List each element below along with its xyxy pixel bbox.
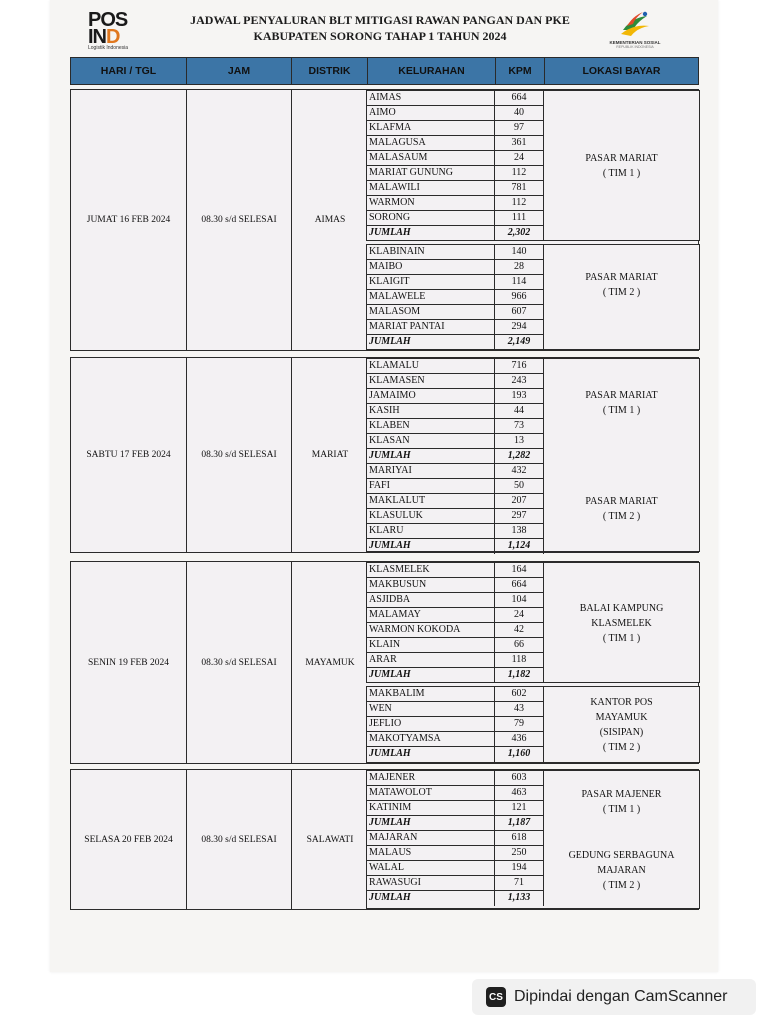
lokasi-line: PASAR MAJENER [581,789,662,800]
total-row [367,226,544,241]
total-label: JUMLAH [367,335,495,350]
table-row [367,831,544,846]
kelurahan: MALAMAY [367,608,495,622]
kelurahan: KLAIGIT [367,275,495,289]
title-line-2: KABUPATEN SORONG TAHAP 1 TAHUN 2024 [253,29,507,43]
day-district: SALAWATI [306,834,354,845]
kelurahan: MALASAUM [367,151,495,165]
kelurahan: ASJIDBA [367,593,495,607]
table-row [367,578,544,593]
col-kelurahan: KELURAHAN [368,58,496,84]
table-row [367,211,544,226]
lokasi-bayar [544,245,699,325]
lokasi-line: (SISIPAN) [599,727,644,738]
kelurahan: AIMAS [367,91,495,105]
kpm: 194 [495,861,544,875]
lokasi-line: ( TIM 1 ) [602,405,641,416]
kelurahan-list [367,771,544,906]
kpm: 463 [495,786,544,800]
total-label: JUMLAH [367,226,495,241]
kpm: 297 [495,509,544,523]
kelurahan: AIMO [367,106,495,120]
day-block-jumat [70,89,699,351]
kelurahan: MAKLALUT [367,494,495,508]
posind-logo [88,9,144,54]
kpm: 111 [495,211,544,225]
table-row [367,563,544,578]
lokasi-line: ( TIM 2 ) [602,511,641,522]
lokasi-line: BALAI KAMPUNG [579,602,664,614]
col-hari: HARI / TGL [71,58,187,84]
kpm: 121 [495,801,544,815]
kpm: 164 [495,563,544,577]
table-row [367,653,544,668]
table-row [367,494,544,509]
col-jam: JAM [187,58,292,84]
table-row [367,687,544,702]
table-row [367,166,544,181]
kelurahan: MARIAT GUNUNG [367,166,495,180]
table-row [367,509,544,524]
kpm: 42 [495,623,544,637]
lokasi-line: ( TIM 1 ) [602,632,641,644]
table-row [367,623,544,638]
kpm: 618 [495,831,544,845]
kpm: 71 [495,876,544,890]
total-value: 1,160 [495,747,544,762]
lokasi-line: PASAR MARIAT [585,496,658,507]
group-tim-1 [366,562,700,683]
kpm: 97 [495,121,544,135]
kpm: 966 [495,290,544,304]
kelurahan: WARMON KOKODA [367,623,495,637]
kelurahan: KLAIN [367,638,495,652]
table-row [367,861,544,876]
lokasi-bayar-tim-1 [544,373,699,433]
lokasi-line: ( TIM 2 ) [602,879,641,891]
camscanner-text: Dipindai dengan CamScanner [514,988,728,1005]
table-row [367,702,544,717]
kpm: 294 [495,320,544,334]
lokasi-bayar-tim-2 [544,479,699,539]
table-row [367,524,544,539]
lokasi-line: GEDUNG SERBAGUNA [568,849,675,861]
total-row [367,668,544,683]
table-header [70,57,699,85]
kpm: 603 [495,771,544,785]
table-row [367,786,544,801]
kelurahan-list [367,563,544,683]
kelurahan: KLABEN [367,419,495,433]
table-row [367,359,544,374]
kelurahan-list [367,245,544,350]
total-label: JUMLAH [367,449,495,463]
lokasi-bayar-tim-1 [544,779,699,825]
kpm: 24 [495,151,544,165]
camscanner-badge [472,979,756,1015]
total-label: JUMLAH [367,816,495,830]
kpm: 602 [495,687,544,701]
kelurahan: WEN [367,702,495,716]
day-block-sabtu [70,357,699,553]
kelurahan: MALAUS [367,846,495,860]
group-tim-2 [366,244,700,350]
kelurahan: MALASOM [367,305,495,319]
table-row [367,290,544,305]
kpm: 73 [495,419,544,433]
kpm: 66 [495,638,544,652]
kpm: 43 [495,702,544,716]
camscanner-icon: CS [486,987,506,1007]
total-row [367,335,544,350]
kelurahan: MAJENER [367,771,495,785]
table-row [367,732,544,747]
kelurahan: KLAMALU [367,359,495,373]
table-row [367,801,544,816]
kelurahan: MALAGUSA [367,136,495,150]
kelurahan: FAFI [367,479,495,493]
kpm: 781 [495,181,544,195]
day-date: SENIN 19 FEB 2024 [71,562,187,763]
kelurahan: WARMON [367,196,495,210]
kelurahan: MALAWELE [367,290,495,304]
kelurahan: MAIBO [367,260,495,274]
kelurahan: SORONG [367,211,495,225]
kelurahan: JEFLIO [367,717,495,731]
table-row [367,389,544,404]
kemensos-emblem-icon [617,10,653,40]
total-label: JUMLAH [367,747,495,762]
group-combined [366,358,700,552]
lokasi-line: ( TIM 2 ) [602,742,641,753]
kpm: 193 [495,389,544,403]
table-row [367,434,544,449]
day-time: 08.30 s/d SELESAI [187,562,292,763]
kpm: 118 [495,653,544,667]
table-row [367,305,544,320]
total-value: 1,133 [495,891,544,906]
table-row [367,106,544,121]
lokasi-line: PASAR MARIAT [585,272,658,283]
kpm: 716 [495,359,544,373]
total-label: JUMLAH [367,891,495,906]
posind-logo-in: IN [88,26,106,48]
lokasi-line: KANTOR POS [590,697,653,708]
kelurahan: KASIH [367,404,495,418]
kelurahan-list [367,687,544,762]
day-time: 08.30 s/d SELESAI [187,90,292,350]
table-row [367,771,544,786]
kelurahan: JAMAIMO [367,389,495,403]
kpm: 243 [495,374,544,388]
table-row [367,404,544,419]
kpm: 112 [495,166,544,180]
day-district: MARIAT [311,450,349,460]
kelurahan: MAKOTYAMSA [367,732,495,746]
day-block-senin [70,561,699,764]
table-row [367,876,544,891]
total-label: JUMLAH [367,668,495,683]
kelurahan-list [367,359,544,554]
kpm: 250 [495,846,544,860]
kemensos-line2: REPUBLIK INDONESIA [616,45,654,49]
lokasi-line: ( TIM 1 ) [602,168,641,179]
total-row [367,539,544,554]
lokasi-bayar [544,563,699,683]
table-row [367,181,544,196]
kelurahan: KLABINAIN [367,245,495,259]
kpm: 361 [495,136,544,150]
kpm: 432 [495,464,544,478]
kpm: 664 [495,91,544,105]
table-row [367,320,544,335]
total-row [367,449,544,464]
kpm: 13 [495,434,544,448]
kelurahan: MARIAT PANTAI [367,320,495,334]
table-row [367,479,544,494]
lokasi-line: KLASMELEK [591,617,652,629]
posind-logo-tagline: Logistik Indonesia [88,45,129,51]
kelurahan: KLARU [367,524,495,538]
lokasi-bayar [544,687,699,763]
day-district: MAYAMUK [305,657,355,668]
kelurahan: KLASMELEK [367,563,495,577]
day-time: 08.30 s/d SELESAI [187,770,292,909]
kelurahan: RAWASUGI [367,876,495,890]
day-date: JUMAT 16 FEB 2024 [71,90,187,350]
kelurahan: MARIYAI [367,464,495,478]
table-row [367,846,544,861]
kpm: 104 [495,593,544,607]
col-distrik: DISTRIK [292,58,368,84]
total-value: 1,282 [495,449,544,463]
kemensos-logo [600,10,670,56]
table-row [367,638,544,653]
kelurahan: KLAFMA [367,121,495,135]
kpm: 79 [495,717,544,731]
document-title [160,12,600,44]
table-row [367,374,544,389]
total-value: 1,182 [495,668,544,683]
day-date: SABTU 17 FEB 2024 [71,358,187,552]
day-district: AIMAS [314,215,346,225]
group-combined [366,770,700,909]
table-row [367,121,544,136]
total-value: 1,124 [495,539,544,554]
total-row [367,747,544,762]
day-time: 08.30 s/d SELESAI [187,358,292,552]
kelurahan: MAKBUSUN [367,578,495,592]
total-row [367,816,544,831]
kpm: 40 [495,106,544,120]
kpm: 664 [495,578,544,592]
lokasi-bayar [544,91,699,241]
table-row [367,464,544,479]
kelurahan: WALAL [367,861,495,875]
kpm: 138 [495,524,544,538]
kpm: 607 [495,305,544,319]
col-kpm: KPM [496,58,545,84]
title-line-1: JADWAL PENYALURAN BLT MITIGASI RAWAN PANGAN DAN PKE [190,13,570,27]
kelurahan: KLAMASEN [367,374,495,388]
kelurahan: MAKBALIM [367,687,495,701]
table-row [367,593,544,608]
day-block-selasa [70,769,699,910]
table-row [367,419,544,434]
kelurahan: KLASULUK [367,509,495,523]
lokasi-line: PASAR MARIAT [585,390,658,401]
group-tim-2 [366,686,700,763]
table-row [367,91,544,106]
total-row [367,891,544,906]
posind-logo-line1: POS [88,9,128,31]
total-value: 2,149 [495,335,544,350]
table-row [367,260,544,275]
lokasi-line: PASAR MARIAT [585,153,658,164]
table-row [367,151,544,166]
table-row [367,136,544,151]
group-tim-1 [366,90,700,241]
total-value: 2,302 [495,226,544,241]
posind-logo-d: D [106,26,120,48]
kpm: 50 [495,479,544,493]
table-row [367,245,544,260]
kelurahan-list [367,91,544,241]
kpm: 140 [495,245,544,259]
table-row [367,196,544,211]
kpm: 436 [495,732,544,746]
day-date: SELASA 20 FEB 2024 [71,770,187,909]
lokasi-line: MAYAMUK [595,712,648,723]
kpm: 114 [495,275,544,289]
lokasi-line: ( TIM 2 ) [602,287,641,298]
kpm: 44 [495,404,544,418]
kelurahan: MAJARAN [367,831,495,845]
table-row [367,608,544,623]
table-row [367,275,544,290]
kelurahan: KATINIM [367,801,495,815]
kpm: 24 [495,608,544,622]
kelurahan: KLASAN [367,434,495,448]
kelurahan: MATAWOLOT [367,786,495,800]
lokasi-line: MAJARAN [597,864,646,876]
total-label: JUMLAH [367,539,495,554]
kemensos-line1: KEMENTERIAN SOSIAL [609,40,661,45]
lokasi-bayar-tim-2 [544,845,699,895]
kelurahan: MALAWILI [367,181,495,195]
col-lokasi: LOKASI BAYAR [582,65,661,77]
lokasi-line: ( TIM 1 ) [602,804,641,815]
kpm: 112 [495,196,544,210]
table-row [367,717,544,732]
total-value: 1,187 [495,816,544,830]
kpm: 28 [495,260,544,274]
kpm: 207 [495,494,544,508]
kelurahan: ARAR [367,653,495,667]
